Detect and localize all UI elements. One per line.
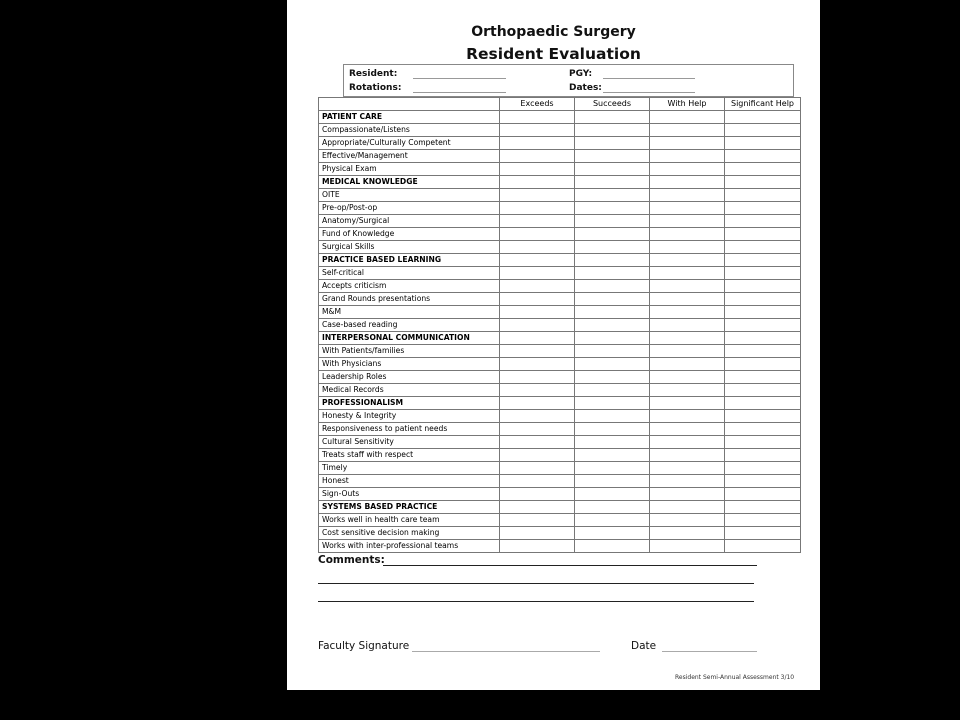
rating-cell[interactable] bbox=[575, 189, 650, 202]
criterion-label: Cultural Sensitivity bbox=[319, 436, 500, 449]
rating-cell[interactable] bbox=[500, 150, 575, 163]
date-field[interactable] bbox=[662, 651, 757, 652]
table-row bbox=[319, 423, 801, 436]
rating-cell[interactable] bbox=[575, 163, 650, 176]
rating-cell[interactable] bbox=[575, 462, 650, 475]
rating-cell[interactable] bbox=[575, 241, 650, 254]
section-heading: PATIENT CARE bbox=[319, 111, 500, 124]
rating-cell[interactable] bbox=[650, 332, 725, 345]
rating-cell[interactable] bbox=[725, 423, 801, 436]
criterion-label: Timely bbox=[319, 462, 500, 475]
rating-cell[interactable] bbox=[725, 514, 801, 527]
rotations-field[interactable] bbox=[413, 92, 506, 93]
rating-cell[interactable] bbox=[500, 254, 575, 267]
rating-cell[interactable] bbox=[650, 345, 725, 358]
table-row bbox=[319, 306, 801, 319]
rating-cell[interactable] bbox=[500, 423, 575, 436]
rating-cell[interactable] bbox=[725, 488, 801, 501]
table-row bbox=[319, 189, 801, 202]
rating-cell[interactable] bbox=[725, 410, 801, 423]
evaluation-table-body bbox=[319, 111, 801, 553]
criterion-label: Compassionate/Listens bbox=[319, 124, 500, 137]
rating-cell[interactable] bbox=[650, 228, 725, 241]
rating-cell[interactable] bbox=[500, 540, 575, 553]
table-row bbox=[319, 358, 801, 371]
rating-cell[interactable] bbox=[650, 293, 725, 306]
rating-cell[interactable] bbox=[500, 215, 575, 228]
rating-cell[interactable] bbox=[575, 332, 650, 345]
pgy-label: PGY: bbox=[569, 69, 593, 79]
dates-field[interactable] bbox=[603, 92, 695, 93]
rating-cell[interactable] bbox=[650, 358, 725, 371]
rating-cell[interactable] bbox=[500, 228, 575, 241]
criterion-label: With Patients/families bbox=[319, 345, 500, 358]
table-row bbox=[319, 371, 801, 384]
rating-cell[interactable] bbox=[575, 150, 650, 163]
rating-cell[interactable] bbox=[575, 254, 650, 267]
rating-cell[interactable] bbox=[500, 293, 575, 306]
rating-cell[interactable] bbox=[725, 397, 801, 410]
table-row bbox=[319, 449, 801, 462]
rating-cell[interactable] bbox=[500, 267, 575, 280]
footer-note: Resident Semi-Annual Assessment 3/10 bbox=[675, 674, 795, 681]
pgy-field[interactable] bbox=[603, 78, 695, 79]
rating-cell[interactable] bbox=[575, 371, 650, 384]
rating-cell[interactable] bbox=[575, 540, 650, 553]
table-row bbox=[319, 293, 801, 306]
form-title-line1: Orthopaedic Surgery bbox=[471, 24, 636, 40]
rating-cell[interactable] bbox=[650, 241, 725, 254]
rating-cell[interactable] bbox=[650, 423, 725, 436]
resident-label: Resident: bbox=[349, 69, 398, 79]
rating-cell[interactable] bbox=[575, 397, 650, 410]
rating-cell[interactable] bbox=[725, 176, 801, 189]
rating-cell[interactable] bbox=[500, 306, 575, 319]
section-heading: SYSTEMS BASED PRACTICE bbox=[319, 501, 500, 514]
faculty-signature-field[interactable] bbox=[412, 651, 600, 652]
rating-cell[interactable] bbox=[725, 215, 801, 228]
table-row bbox=[319, 384, 801, 397]
rating-cell[interactable] bbox=[500, 202, 575, 215]
table-row bbox=[319, 137, 801, 150]
table-row bbox=[319, 202, 801, 215]
criterion-label: OITE bbox=[319, 189, 500, 202]
criterion-label: Fund of Knowledge bbox=[319, 228, 500, 241]
comments-line-3[interactable] bbox=[318, 601, 754, 602]
rating-cell[interactable] bbox=[650, 514, 725, 527]
rating-cell[interactable] bbox=[500, 475, 575, 488]
rating-cell[interactable] bbox=[725, 124, 801, 137]
rating-cell[interactable] bbox=[500, 332, 575, 345]
date-label: Date bbox=[631, 640, 657, 652]
criterion-label: Honesty & Integrity bbox=[319, 410, 500, 423]
comments-label: Comments: bbox=[318, 554, 385, 566]
comments-line-2[interactable] bbox=[318, 583, 754, 584]
rating-cell[interactable] bbox=[500, 527, 575, 540]
rating-cell[interactable] bbox=[575, 514, 650, 527]
criterion-label: Works with inter-professional teams bbox=[319, 540, 500, 553]
column-header bbox=[319, 98, 500, 111]
rating-cell[interactable] bbox=[500, 137, 575, 150]
rating-cell[interactable] bbox=[725, 241, 801, 254]
table-row bbox=[319, 436, 801, 449]
rating-cell[interactable] bbox=[500, 488, 575, 501]
section-row bbox=[319, 176, 801, 189]
rating-cell[interactable] bbox=[650, 215, 725, 228]
rating-cell[interactable] bbox=[725, 371, 801, 384]
rating-cell[interactable] bbox=[500, 124, 575, 137]
criterion-label: With Physicians bbox=[319, 358, 500, 371]
rating-cell[interactable] bbox=[575, 345, 650, 358]
criterion-label: Works well in health care team bbox=[319, 514, 500, 527]
table-row bbox=[319, 124, 801, 137]
rating-cell[interactable] bbox=[500, 319, 575, 332]
criterion-label: Anatomy/Surgical bbox=[319, 215, 500, 228]
rating-cell[interactable] bbox=[575, 358, 650, 371]
rating-cell[interactable] bbox=[575, 111, 650, 124]
criterion-label: Surgical Skills bbox=[319, 241, 500, 254]
rating-cell[interactable] bbox=[650, 176, 725, 189]
section-row bbox=[319, 111, 801, 124]
criterion-label: Accepts criticism bbox=[319, 280, 500, 293]
rating-cell[interactable] bbox=[575, 293, 650, 306]
rating-cell[interactable] bbox=[725, 137, 801, 150]
faculty-signature-label: Faculty Signature bbox=[318, 640, 410, 652]
table-row bbox=[319, 462, 801, 475]
rating-cell[interactable] bbox=[500, 384, 575, 397]
column-header: Exceeds bbox=[500, 98, 575, 111]
rating-cell[interactable] bbox=[575, 176, 650, 189]
rating-cell[interactable] bbox=[500, 436, 575, 449]
rating-cell[interactable] bbox=[575, 423, 650, 436]
rating-cell[interactable] bbox=[500, 189, 575, 202]
rating-cell[interactable] bbox=[575, 215, 650, 228]
rating-cell[interactable] bbox=[500, 241, 575, 254]
rating-cell[interactable] bbox=[725, 254, 801, 267]
rotations-label: Rotations: bbox=[349, 83, 402, 93]
section-row bbox=[319, 254, 801, 267]
rating-cell[interactable] bbox=[500, 501, 575, 514]
criterion-label: Responsiveness to patient needs bbox=[319, 423, 500, 436]
rating-cell[interactable] bbox=[725, 306, 801, 319]
rating-cell[interactable] bbox=[725, 436, 801, 449]
rating-cell[interactable] bbox=[650, 111, 725, 124]
table-row bbox=[319, 319, 801, 332]
rating-cell[interactable] bbox=[725, 540, 801, 553]
rating-cell[interactable] bbox=[575, 488, 650, 501]
rating-cell[interactable] bbox=[575, 228, 650, 241]
criterion-label: Physical Exam bbox=[319, 163, 500, 176]
rating-cell[interactable] bbox=[575, 475, 650, 488]
rating-cell[interactable] bbox=[500, 163, 575, 176]
rating-cell[interactable] bbox=[725, 527, 801, 540]
rating-cell[interactable] bbox=[650, 202, 725, 215]
rating-cell[interactable] bbox=[575, 267, 650, 280]
rating-cell[interactable] bbox=[725, 501, 801, 514]
rating-cell[interactable] bbox=[500, 176, 575, 189]
rating-cell[interactable] bbox=[725, 267, 801, 280]
criterion-label: Cost sensitive decision making bbox=[319, 527, 500, 540]
rating-cell[interactable] bbox=[725, 189, 801, 202]
column-header: Succeeds bbox=[575, 98, 650, 111]
evaluation-table bbox=[318, 97, 801, 553]
rating-cell[interactable] bbox=[500, 410, 575, 423]
criterion-label: Medical Records bbox=[319, 384, 500, 397]
criterion-label: M&M bbox=[319, 306, 500, 319]
table-row bbox=[319, 228, 801, 241]
rating-cell[interactable] bbox=[650, 189, 725, 202]
rating-cell[interactable] bbox=[575, 436, 650, 449]
rating-cell[interactable] bbox=[725, 462, 801, 475]
rating-cell[interactable] bbox=[575, 306, 650, 319]
rating-cell[interactable] bbox=[725, 280, 801, 293]
table-row bbox=[319, 150, 801, 163]
rating-cell[interactable] bbox=[650, 124, 725, 137]
evaluation-form-page bbox=[287, 0, 820, 690]
rating-cell[interactable] bbox=[725, 358, 801, 371]
rating-cell[interactable] bbox=[500, 345, 575, 358]
rating-cell[interactable] bbox=[500, 449, 575, 462]
rating-cell[interactable] bbox=[650, 371, 725, 384]
table-row bbox=[319, 267, 801, 280]
rating-cell[interactable] bbox=[650, 397, 725, 410]
rating-cell[interactable] bbox=[500, 397, 575, 410]
rating-cell[interactable] bbox=[650, 475, 725, 488]
criterion-label: Grand Rounds presentations bbox=[319, 293, 500, 306]
rating-cell[interactable] bbox=[650, 436, 725, 449]
rating-cell[interactable] bbox=[650, 488, 725, 501]
section-heading: INTERPERSONAL COMMUNICATION bbox=[319, 332, 500, 345]
rating-cell[interactable] bbox=[500, 462, 575, 475]
table-row bbox=[319, 215, 801, 228]
rating-cell[interactable] bbox=[725, 332, 801, 345]
rating-cell[interactable] bbox=[725, 202, 801, 215]
rating-cell[interactable] bbox=[500, 280, 575, 293]
section-row bbox=[319, 501, 801, 514]
rating-cell[interactable] bbox=[650, 449, 725, 462]
criterion-label: Honest bbox=[319, 475, 500, 488]
dates-label: Dates: bbox=[569, 83, 602, 93]
rating-cell[interactable] bbox=[725, 345, 801, 358]
criterion-label: Pre-op/Post-op bbox=[319, 202, 500, 215]
rating-cell[interactable] bbox=[650, 137, 725, 150]
table-header-row bbox=[319, 98, 801, 111]
rating-cell[interactable] bbox=[650, 540, 725, 553]
rating-cell[interactable] bbox=[575, 527, 650, 540]
table-row bbox=[319, 540, 801, 553]
table-row bbox=[319, 280, 801, 293]
rating-cell[interactable] bbox=[725, 163, 801, 176]
rating-cell[interactable] bbox=[725, 449, 801, 462]
table-row bbox=[319, 410, 801, 423]
rating-cell[interactable] bbox=[500, 514, 575, 527]
rating-cell[interactable] bbox=[650, 410, 725, 423]
criterion-label: Leadership Roles bbox=[319, 371, 500, 384]
rating-cell[interactable] bbox=[500, 111, 575, 124]
section-heading: MEDICAL KNOWLEDGE bbox=[319, 176, 500, 189]
table-row bbox=[319, 514, 801, 527]
section-heading: PRACTICE BASED LEARNING bbox=[319, 254, 500, 267]
rating-cell[interactable] bbox=[575, 202, 650, 215]
table-row bbox=[319, 345, 801, 358]
criterion-label: Sign-Outs bbox=[319, 488, 500, 501]
resident-field[interactable] bbox=[413, 78, 506, 79]
rating-cell[interactable] bbox=[650, 462, 725, 475]
rating-cell[interactable] bbox=[725, 384, 801, 397]
rating-cell[interactable] bbox=[575, 137, 650, 150]
criterion-label: Effective/Management bbox=[319, 150, 500, 163]
table-row bbox=[319, 163, 801, 176]
rating-cell[interactable] bbox=[575, 124, 650, 137]
rating-cell[interactable] bbox=[575, 449, 650, 462]
resident-info-box bbox=[343, 64, 794, 97]
table-row bbox=[319, 241, 801, 254]
rating-cell[interactable] bbox=[725, 475, 801, 488]
rating-cell[interactable] bbox=[650, 384, 725, 397]
rating-cell[interactable] bbox=[650, 163, 725, 176]
rating-cell[interactable] bbox=[575, 319, 650, 332]
section-row bbox=[319, 332, 801, 345]
rating-cell[interactable] bbox=[725, 150, 801, 163]
table-row bbox=[319, 527, 801, 540]
criterion-label: Treats staff with respect bbox=[319, 449, 500, 462]
rating-cell[interactable] bbox=[575, 501, 650, 514]
rating-cell[interactable] bbox=[725, 111, 801, 124]
rating-cell[interactable] bbox=[650, 501, 725, 514]
column-header: With Help bbox=[650, 98, 725, 111]
table-row bbox=[319, 475, 801, 488]
criterion-label: Case-based reading bbox=[319, 319, 500, 332]
rating-cell[interactable] bbox=[575, 280, 650, 293]
rating-cell[interactable] bbox=[725, 293, 801, 306]
rating-cell[interactable] bbox=[650, 254, 725, 267]
rating-cell[interactable] bbox=[650, 306, 725, 319]
rating-cell[interactable] bbox=[575, 410, 650, 423]
rating-cell[interactable] bbox=[650, 527, 725, 540]
column-header: Significant Help bbox=[725, 98, 801, 111]
rating-cell[interactable] bbox=[500, 371, 575, 384]
criterion-label: Appropriate/Culturally Competent bbox=[319, 137, 500, 150]
rating-cell[interactable] bbox=[650, 267, 725, 280]
rating-cell[interactable] bbox=[575, 384, 650, 397]
rating-cell[interactable] bbox=[650, 280, 725, 293]
table-row bbox=[319, 488, 801, 501]
rating-cell[interactable] bbox=[725, 228, 801, 241]
comments-line-1[interactable] bbox=[383, 565, 757, 566]
rating-cell[interactable] bbox=[650, 150, 725, 163]
rating-cell[interactable] bbox=[650, 319, 725, 332]
rating-cell[interactable] bbox=[725, 319, 801, 332]
section-row bbox=[319, 397, 801, 410]
form-title-line2: Resident Evaluation bbox=[466, 45, 641, 63]
criterion-label: Self-critical bbox=[319, 267, 500, 280]
section-heading: PROFESSIONALISM bbox=[319, 397, 500, 410]
rating-cell[interactable] bbox=[500, 358, 575, 371]
